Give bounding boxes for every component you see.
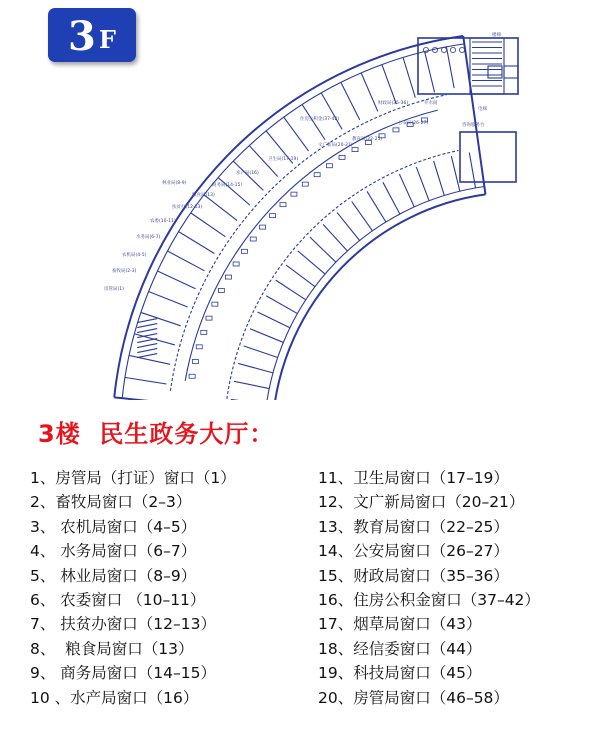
window-item: 9、 商务局窗口（14–15） [30,664,216,683]
hall-title: 3楼 民生政务大厅： [38,420,275,448]
stair-step [137,329,157,333]
plan-label-health: 卫生局(17-19) [268,157,299,162]
counter-desk [206,316,212,320]
room-partition [204,195,237,221]
room-partition [446,47,454,88]
room-partition [382,65,397,104]
counter-desk [339,155,345,159]
room-partition [286,265,315,287]
counter-desk [280,203,286,207]
plan-label-stairs: 楼梯 [492,33,501,38]
plan-label-culture: 文广新局(20-21) [318,143,353,148]
room-partition [191,213,226,237]
window-item: 1、房管局（打证）窗口（1） [30,469,236,487]
stair-step [137,339,157,343]
restroom-fixture [423,47,428,52]
plan-label-water: 开水间 [424,101,438,106]
counter-desk [393,128,399,132]
room-partition [266,296,297,314]
room-partition [310,237,336,262]
end-wall [114,397,273,400]
window-item: 11、卫生局窗口（17–19） [318,469,509,487]
floor-number: 3 [68,13,96,60]
window-item: 5、 林业局窗口（8–9） [30,566,197,585]
room-partition [157,271,195,289]
counter-desk [352,148,358,152]
counter-desk [233,262,239,266]
room-partition [258,312,290,328]
room-partition [129,355,170,364]
stair-step [137,324,157,328]
info-desk-area [460,132,516,182]
inner-wall-inner [265,186,484,400]
room-partition [284,117,309,151]
room-partition [218,178,250,206]
inner-wall [273,194,485,400]
room-partition [399,174,414,207]
window-item: 3、 农机局窗口（4–5） [30,517,197,536]
window-item: 13、教育局窗口（22–25） [318,517,509,536]
counter-desk [218,288,224,292]
plan-label-info-desk: 咨询服务台 [462,123,485,128]
plan-label-elevator: 电梯 [478,107,487,112]
counter-desk [192,359,198,363]
counter-desk [201,330,207,334]
plan-label-poverty: 扶贫办(12-13) [172,205,203,210]
room-partition [337,212,360,240]
restroom-fixture [441,47,446,52]
room-partition [250,329,283,343]
counter-desk [189,374,195,378]
counter-desk [212,302,218,306]
counter-desk [326,164,332,168]
window-item: 14、公安局窗口（26–27） [318,542,509,561]
floor-letter: F [98,25,116,54]
room-partition [234,381,269,388]
plan-label-agri-committee: 农委(10-11) [150,219,176,224]
stair-step [137,344,157,348]
plan-label-aquatic: 水产局(16) [236,171,259,176]
plan-label-fund: 住房公积金(37-42) [300,117,340,122]
plan-label-finance: 财政局(35-36) [378,101,409,106]
plan-label-grain: 粮食局(13) [192,193,215,198]
window-item: 6、 农委窗口 （10–11） [30,590,206,609]
room-partition [231,399,267,400]
window-item: 18、经信委窗口（44） [318,639,482,658]
plan-label-water-bureau: 水务局(6-7) [136,235,161,240]
room-partition [141,312,181,325]
counter-line [185,110,438,381]
window-item: 10 、水产局窗口（16） [30,688,199,707]
room-partition [352,201,373,230]
plan-label-housing: 房管局(1) [104,287,124,292]
room-partition [383,182,400,214]
stair-step [137,349,157,353]
counter-desk [302,182,308,186]
counter-desk [260,225,266,229]
end-wall [463,36,485,194]
room-partition [125,377,166,384]
window-item: 16、住房公积金窗口（37–42） [318,590,540,609]
room-partition [238,363,273,372]
plan-label-forestry: 林业局(8-9) [162,181,187,186]
room-partition [451,156,459,191]
room-partition [425,52,435,93]
window-item: 7、 扶贫办窗口（12–13） [30,615,216,634]
counter-desk [196,345,202,349]
window-item: 4、 水务局窗口（6–7） [30,542,197,561]
room-partition [167,251,204,271]
plan-label-education: 教育局(22-25) [352,137,383,142]
room-partition [149,291,188,307]
elevator-car [488,66,502,78]
room-partition [302,105,325,140]
room-partition [361,73,378,112]
window-item: 2、畜牧局窗口（2–3） [30,493,192,512]
counter-desk [270,214,276,218]
stair-step [137,319,157,323]
room-partition [434,161,445,195]
window-item: 8、 粮食局窗口（13） [30,639,194,658]
room-partition [179,232,215,254]
plan-label-machinery: 农机局(4-5) [122,253,147,258]
room-partition [321,93,342,129]
elevator-car [504,66,518,78]
room-partition [341,82,360,120]
corridor-line [170,95,446,391]
counter-desk [314,173,320,177]
plan-label-commerce: 商务局(14-15) [212,183,243,188]
room-partition [403,57,415,97]
stair-step [137,354,157,358]
room-partition [367,191,386,222]
window-item: 20、房管局窗口（46–58） [318,688,509,707]
room-partition [323,224,347,251]
plan-label-security: 公安局(26-27) [398,121,429,126]
room-partition [298,251,325,274]
room-partition [276,280,306,300]
window-item: 15、财政局窗口（35–36） [318,566,509,585]
window-list-left [30,466,236,710]
restroom-fixture [450,47,455,52]
counter-desk [241,249,247,253]
plan-label-livestock: 畜牧局(2-3) [112,269,137,274]
counter-desk [225,275,231,279]
counter-desk [291,192,297,196]
counter-desk [250,237,256,241]
room-partition [244,346,278,358]
window-item: 19、科技局窗口（45） [318,664,482,683]
window-list-right [318,466,540,710]
window-item: 12、文广新局窗口（20–21） [318,493,525,512]
window-item: 17、烟草局窗口（43） [318,615,482,634]
restroom-fixture [459,47,464,52]
room-partition [416,167,429,201]
